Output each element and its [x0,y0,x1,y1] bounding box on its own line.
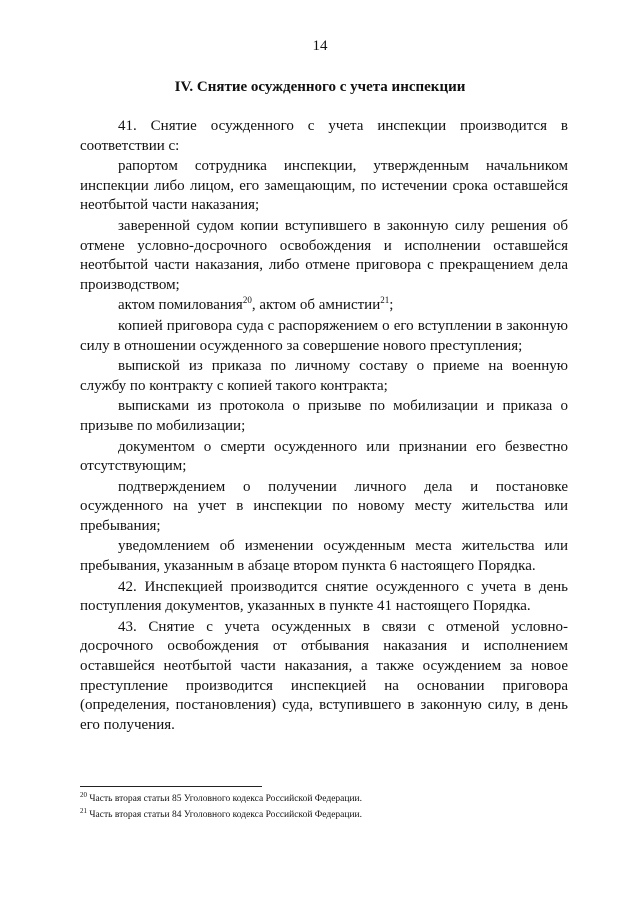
list-item-kopiey-prigovora: копией приговора суда с распоряжением о его вступлении в законную силу в отношении осужденного за совершение нового преступления; [80,317,568,354]
list-item-zaverennoy-kopii: заверенной судом копии вступившего в законную силу решения об отмене условно-досрочного освобождения и исполнении оставшейся неотбытой части наказания, либо отмене приговора с прекращением дела производством; [80,217,568,293]
footnote-ref-20: 20 [242,295,252,306]
footnote-20 [80,791,568,807]
footnote-divider [80,786,262,787]
paragraph-42: 42. Инспекцией производится снятие осужденного с учета в день поступления документов, указанных в пункте 41 настоящего Порядка. [80,578,568,615]
footnote-21 [80,807,568,823]
list-item-podtverzhdeniem: подтверждением о получении личного дела и постановке осужденного на учет в инспекции по новому месту жительства или пребывания; [80,478,568,534]
footnote-ref-21: 21 [380,295,390,306]
list-item-vypiskami: выписками из протокола о призыве по мобилизации и приказа о призыве по мобилизации; [80,398,568,434]
body-text [80,117,568,736]
list-item-raport: рапортом сотрудника инспекции, утвержденным начальником инспекции либо лицом, его замещающим, по истечении срока оставшейся неотбытой части наказания; [80,158,568,214]
list-item-akt-pomilovaniya [80,296,568,316]
list-item-uvedomleniem: уведомлением об изменении осужденным места жительства или пребывания, указанным в абзаце втором пункта 6 настоящего Порядка. [80,538,568,575]
footnote-mark: 21 [80,806,87,815]
akt-end-text: ; [389,297,394,314]
footnote-text: Часть вторая статьи 85 Уголовного кодекса Российской Федерации. [87,794,363,804]
paragraph-43: 43. Снятие с учета осужденных в связи с отменой условно-досрочного освобождения от отбывания наказания и исполнением оставшейся неотбытой части наказания, а также осуждением за новое преступление производится инспекцией на основании приговора (определения, постановления) суда, вступившего в законную силу, в день его получения. [80,618,568,733]
akt-pomilovaniya-text: актом помилования [118,297,243,314]
section-title: IV. Снятие осужденного с учета инспекции [174,79,466,95]
list-item-vypiskoy: выпиской из приказа по личному составу о приеме на военную службу по контракту с копией такого контракта; [80,358,568,394]
page-number: 14 [312,38,328,54]
footnote-text: Часть вторая статьи 84 Уголовного кодекса Российской Федерации. [87,810,363,820]
list-item-dokumentom: документом о смерти осужденного или признании его безвестно отсутствующим; [80,438,568,475]
footnotes [80,791,568,823]
paragraph-41-intro: 41. Снятие осужденного с учета инспекции производится в соответствии с: [80,118,568,154]
footnote-mark: 20 [80,790,87,799]
akt-amnistii-text: , актом об амнистии [251,297,381,314]
